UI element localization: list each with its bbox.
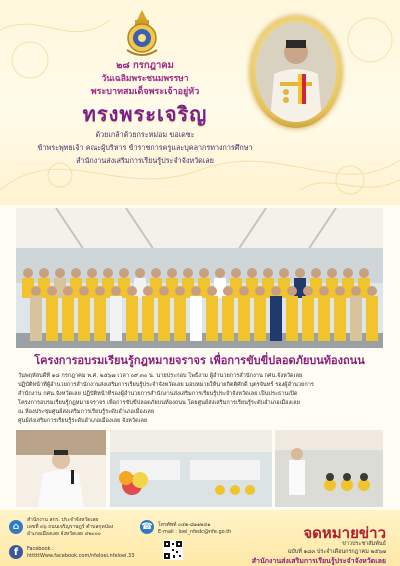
blessing-line-1: ด้วยเกล้าด้วยกระหม่อม ขอเดชะ bbox=[95, 130, 195, 139]
article-title: โครงการอบรมเรียนรู้กฎหมายจราจร เพื่อการขับขี่ปลอดภัยบนท้องถนน bbox=[34, 354, 365, 367]
person-head bbox=[23, 268, 33, 278]
address-line-1: สำนักงาน สกร. ประจำจังหวัดเลย bbox=[27, 517, 99, 523]
qr-code-icon bbox=[163, 540, 183, 560]
article-body-line: ณ ห้องประชุมศูนย์ส่งเสริมการเรียนรู้ระดับอำเภอเมืองเลย bbox=[18, 409, 155, 415]
person-body bbox=[318, 296, 330, 341]
audience-illustration bbox=[110, 430, 272, 507]
person-body bbox=[206, 296, 218, 341]
person-head bbox=[279, 268, 289, 278]
person-head bbox=[359, 268, 369, 278]
newsletter-office: สำนักงานส่งเสริมการเรียนรู้ประจำจังหวัดเลย bbox=[251, 556, 386, 565]
person-head bbox=[39, 268, 49, 278]
person-body bbox=[94, 296, 106, 341]
king-title: พระบาทสมเด็จพระเจ้าอยู่หัว bbox=[90, 87, 200, 97]
person-body bbox=[110, 296, 122, 341]
speaker-illustration bbox=[16, 430, 106, 507]
person-body bbox=[302, 296, 314, 341]
person-head bbox=[343, 268, 353, 278]
person-head bbox=[231, 268, 241, 278]
long-live-heading: ทรงพระเจริญ bbox=[82, 102, 208, 126]
meeting-photo bbox=[275, 430, 383, 507]
person-body bbox=[350, 296, 362, 341]
person-body bbox=[78, 296, 90, 341]
person-body bbox=[334, 296, 346, 341]
royal-portrait-frame bbox=[250, 16, 342, 128]
address-line-2: เลขที่ ๓๖ ถนนเจริญราษฎร์ ตำบลกุดป่อง bbox=[27, 524, 114, 530]
person-head bbox=[111, 286, 121, 296]
facebook-icon: f bbox=[9, 545, 23, 559]
meeting-illustration bbox=[275, 430, 383, 507]
person-head bbox=[71, 268, 81, 278]
person-head bbox=[191, 286, 201, 296]
article-body-line: โครงการอบรมเรียนรู้กฎหมายจราจร เพื่อการขับขี่ปลอดภัยบนท้องถนน โดยศูนย์ส่งเสริมการเรียนรู้ระดับอำเภอเมืองเลย bbox=[18, 400, 300, 406]
person-head bbox=[103, 268, 113, 278]
person-body bbox=[270, 296, 282, 341]
person-head bbox=[31, 286, 41, 296]
person-head bbox=[207, 286, 217, 296]
person-body bbox=[254, 296, 266, 341]
person-head bbox=[351, 286, 361, 296]
phone-number: โทรศัพท์ ๐๔๒-๘๑๑๒๔๑ bbox=[158, 522, 211, 528]
facebook-label: Facebook : bbox=[27, 546, 54, 552]
address-line-3: อำเภอเมืองเลย จังหวัดเลย ๔๒๐๐๐ bbox=[27, 531, 101, 537]
facebook-link[interactable]: htttttWww.facebook.com/nfeloei.nfeloei.33 bbox=[27, 553, 135, 559]
person-head bbox=[223, 286, 233, 296]
person-head bbox=[175, 286, 185, 296]
person-body bbox=[158, 296, 170, 341]
person-body bbox=[62, 296, 74, 341]
person-head bbox=[151, 268, 161, 278]
speaker-photo bbox=[16, 430, 106, 507]
group-photo-illustration bbox=[16, 208, 383, 348]
person-head bbox=[367, 286, 377, 296]
royal-header bbox=[0, 0, 400, 205]
person-body bbox=[286, 296, 298, 341]
newsletter-title: จดหมายข่าว bbox=[303, 524, 386, 542]
person-head bbox=[135, 268, 145, 278]
person-body bbox=[126, 296, 138, 341]
person-head bbox=[87, 268, 97, 278]
audience-photo bbox=[110, 430, 272, 507]
person-head bbox=[287, 286, 297, 296]
person-head bbox=[255, 286, 265, 296]
home-icon: ⌂ bbox=[9, 520, 23, 534]
newsletter-issue: ฉบับที่ ๑๘๓ ประจำเดือนกรกฎาคม ๒๕๖๗ bbox=[287, 549, 386, 555]
blessing-line-3: สำนักงานส่งเสริมการเรียนรู้ประจำจังหวัดเลย bbox=[76, 156, 214, 165]
group-photo bbox=[16, 208, 383, 348]
person-head bbox=[127, 286, 137, 296]
email-address[interactable]: E-mail : loei_nfedc@nfe.go.th bbox=[158, 529, 232, 535]
person-body bbox=[222, 296, 234, 341]
person-body bbox=[30, 296, 42, 341]
person-head bbox=[63, 286, 73, 296]
person-body bbox=[238, 296, 250, 341]
portrait-figure bbox=[256, 22, 336, 122]
person-head bbox=[247, 268, 257, 278]
person-head bbox=[143, 286, 153, 296]
person-head bbox=[327, 268, 337, 278]
person-head bbox=[95, 286, 105, 296]
person-head bbox=[199, 268, 209, 278]
person-head bbox=[167, 268, 177, 278]
celebration-date: ๒๘ กรกฎาคม bbox=[116, 60, 174, 71]
person-head bbox=[263, 268, 273, 278]
article-body-line: สำนักงาน กศน.จังหวัดเลย ปฏิบัติหน้าที่รองผู้อำนวยการสำนักงานส่งเสริมการเรียนรู้ประจำจังหวัดเลย เป็นประธานเปิด bbox=[18, 391, 298, 397]
person-head bbox=[215, 268, 225, 278]
person-head bbox=[55, 268, 65, 278]
person-body bbox=[190, 296, 202, 341]
person-head bbox=[311, 268, 321, 278]
person-head bbox=[47, 286, 57, 296]
person-head bbox=[271, 286, 281, 296]
phone-icon: ☎ bbox=[141, 522, 153, 532]
article-body-line: วันพฤหัสบดีที่ ๑๘ กรกฎาคม พ.ศ. ๒๕๖๗ เวลา ๐๙.๓๐ น. นายประกอบ โพธิ์งาม ผู้อำนวยการสำนักงาน กศน.จังหวัดเลย bbox=[18, 373, 303, 379]
person-body bbox=[142, 296, 154, 341]
newsletter-subtitle: ข่าวประชาสัมพันธ์ bbox=[342, 541, 386, 547]
blessing-line-2: ข้าพระพุทธเจ้า คณะผู้บริหาร ข้าราชการครูและบุคลากรทางการศึกษา bbox=[37, 143, 253, 152]
person-head bbox=[319, 286, 329, 296]
article-body-line: ปฏิบัติหน้าที่ผู้อำนวยการสำนักงานส่งเสริมการเรียนรู้ประจำจังหวัดเลย มอบหมายให้นายกิตติศักดิ์ บุตรจันทร์ รองผู้อำนวยการ bbox=[18, 382, 314, 388]
royal-emblem-icon bbox=[123, 10, 161, 58]
person-body bbox=[366, 296, 378, 341]
person-body bbox=[46, 296, 58, 341]
person-head bbox=[303, 286, 313, 296]
occasion-text: วันเฉลิมพระชนมพรรษา bbox=[101, 74, 189, 84]
person-head bbox=[159, 286, 169, 296]
person-head bbox=[239, 286, 249, 296]
person-head bbox=[119, 268, 129, 278]
person-head bbox=[335, 286, 345, 296]
article-body-line: ศูนย์ส่งเสริมการเรียนรู้ระดับอำเภอเมืองเลย จังหวัดเลย bbox=[18, 418, 148, 424]
royal-portrait bbox=[256, 22, 336, 122]
person-head bbox=[183, 268, 193, 278]
person-head bbox=[79, 286, 89, 296]
person-body bbox=[174, 296, 186, 341]
person-head bbox=[295, 268, 305, 278]
